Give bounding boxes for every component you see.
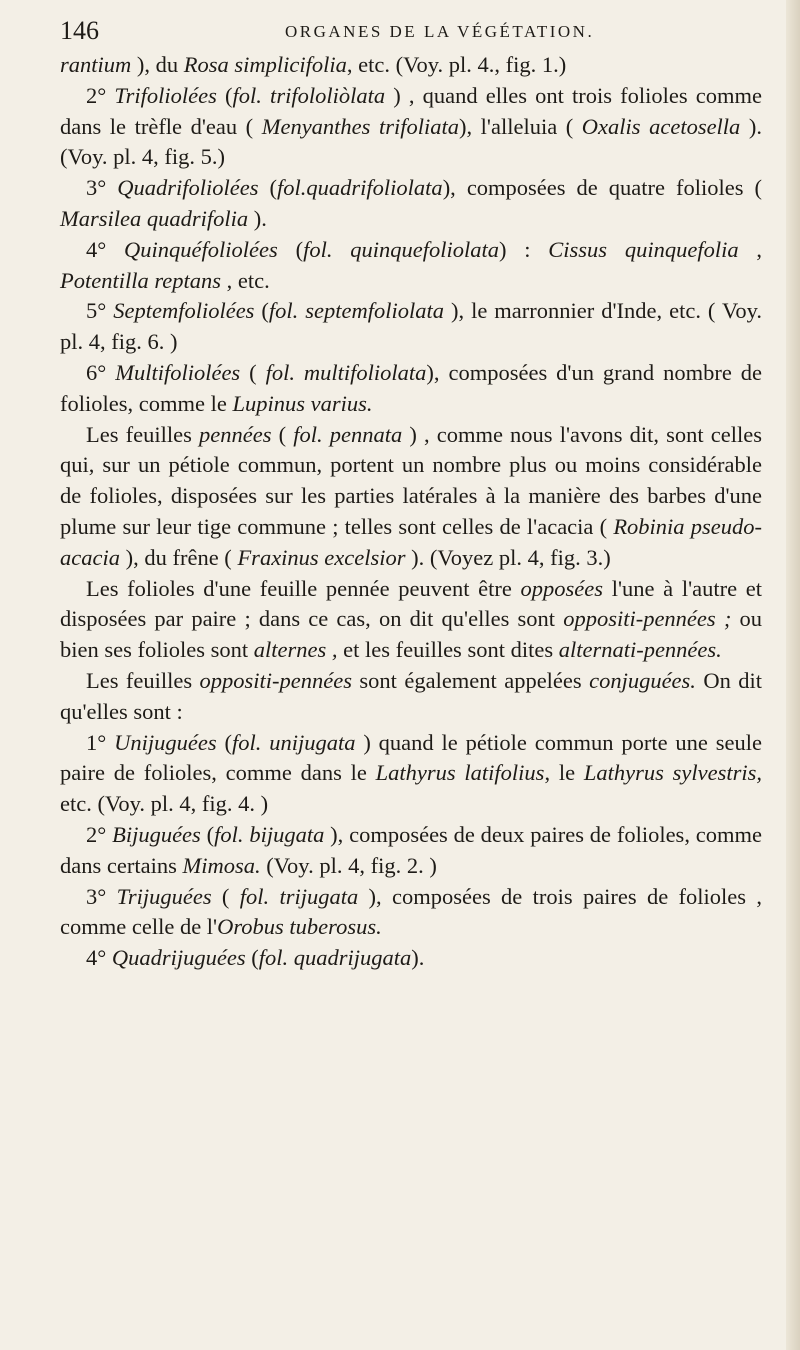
italic-term: Potentilla reptans bbox=[60, 267, 222, 293]
text-run: ), du frêne ( bbox=[119, 544, 238, 570]
italic-term: Quadrifoliolées bbox=[117, 175, 259, 201]
italic-term: fol. trifololiòlata bbox=[232, 82, 386, 108]
text-run: Les folioles d'une feuille pennée peuvent être bbox=[86, 575, 521, 601]
text-run: , etc. bbox=[221, 267, 270, 293]
paragraph-p1 bbox=[60, 81, 762, 173]
text-run: sont également appelées bbox=[352, 667, 590, 693]
text-run: 6° bbox=[86, 359, 116, 385]
text-run: , etc. (Voy. pl. 4., fig. 1.) bbox=[346, 52, 567, 77]
italic-term: Trijuguées bbox=[116, 883, 212, 909]
italic-term: rantium bbox=[60, 52, 132, 77]
italic-term: Rosa simplicifolia bbox=[183, 52, 347, 77]
text-run: ), du bbox=[131, 52, 184, 77]
italic-term: Menyanthes trifoliata bbox=[261, 113, 459, 139]
text-run: ) , quand elles ont trois folioles comme dans le trèfle d'eau ( bbox=[60, 82, 762, 139]
italic-term: fol. unijugata bbox=[231, 729, 356, 755]
italic-term: oppositi-pennées bbox=[199, 667, 353, 693]
text-run: ), composées de quatre folioles ( bbox=[442, 175, 763, 201]
italic-term: Lathyrus sylvestris, bbox=[583, 760, 762, 786]
text-run: 2° bbox=[86, 821, 113, 847]
italic-term: fol. pennata bbox=[293, 421, 403, 447]
page-edge-shadow bbox=[786, 0, 800, 1350]
italic-term: Cissus quinquefolia bbox=[548, 236, 739, 262]
italic-term: Lathyrus latifolius bbox=[375, 760, 545, 786]
paragraph-p8 bbox=[60, 666, 762, 728]
text-run: ), composées de deux paires de folioles, comme dans certains bbox=[60, 821, 762, 878]
paragraph-p2 bbox=[60, 173, 762, 235]
paragraph-p10 bbox=[60, 820, 762, 882]
text-run: 4° bbox=[86, 945, 112, 971]
text-run: ( bbox=[254, 298, 269, 324]
text-run: 3° bbox=[86, 883, 117, 909]
italic-term: Orobus tuberosus. bbox=[217, 914, 382, 940]
italic-term: Lupinus varius. bbox=[232, 390, 373, 416]
text-run: ( bbox=[211, 883, 240, 909]
italic-term: Oxalis acetosella bbox=[581, 113, 741, 139]
italic-term: Marsilea quadrifolia bbox=[60, 205, 249, 231]
italic-term: Fraxinus excelsior bbox=[237, 544, 406, 570]
text-run: ). bbox=[411, 945, 425, 971]
italic-term: Mimosa. bbox=[182, 852, 261, 878]
text-run: ( bbox=[245, 945, 259, 971]
paragraph-p11 bbox=[60, 882, 762, 944]
text-run: 2° bbox=[86, 82, 115, 108]
text-run: l'une à l'autre et disposées par paire ; dans ce cas, on dit qu'elles sont bbox=[60, 575, 762, 632]
text-run: ), le marronnier d'Inde, etc. ( Voy. pl. 4, fig. 6. ) bbox=[60, 298, 762, 355]
italic-term: Septemfoliolées bbox=[113, 298, 255, 324]
text-run: ou bien ses folioles sont bbox=[60, 606, 762, 663]
text-run: ) : bbox=[498, 236, 549, 262]
italic-term: opposées bbox=[520, 575, 604, 601]
paragraph-p6 bbox=[60, 420, 762, 574]
italic-term: alternes , bbox=[253, 637, 338, 663]
italic-term: oppositi-pennées ; bbox=[563, 606, 732, 632]
body-text bbox=[60, 50, 762, 974]
text-run: ). (Voyez pl. 4, fig. 3.) bbox=[405, 544, 611, 570]
text-run: ), composées d'un grand nombre de folioles, comme le bbox=[60, 359, 763, 416]
text-run: ). (Voy. pl. 4, fig. 5.) bbox=[60, 113, 762, 170]
paragraph-p3 bbox=[60, 235, 762, 297]
italic-term: Trifoliolées bbox=[114, 82, 217, 108]
italic-term: conjuguées. bbox=[589, 667, 696, 693]
text-run: , bbox=[738, 236, 763, 262]
italic-term: Robinia pseudo-acacia bbox=[60, 513, 762, 570]
italic-term: fol. quinquefoliolata bbox=[303, 236, 499, 262]
italic-term: pennées bbox=[198, 421, 272, 447]
paragraph-p0 bbox=[60, 50, 762, 81]
text-run: ). bbox=[248, 205, 267, 231]
italic-term: fol.quadrifoliolata bbox=[277, 175, 443, 201]
text-run: ( bbox=[200, 821, 215, 847]
text-run: ( bbox=[258, 175, 278, 201]
text-run: 3° bbox=[86, 175, 118, 201]
italic-term: fol. septemfoliolata bbox=[268, 298, 445, 324]
page-number: 146 bbox=[60, 16, 99, 45]
italic-term: alternati-pennées. bbox=[558, 637, 722, 663]
text-run: ) quand le pétiole commun porte une seule paire de folioles, comme dans le bbox=[60, 729, 762, 786]
text-run: ( bbox=[216, 82, 233, 108]
text-run: ), composées de trois paires de folioles , comme celle de l' bbox=[60, 883, 762, 940]
text-run: (Voy. pl. 4, fig. 2. ) bbox=[260, 852, 437, 878]
italic-term: Unijuguées bbox=[114, 729, 217, 755]
paragraph-p7 bbox=[60, 574, 762, 666]
paragraph-p9 bbox=[60, 728, 762, 820]
paragraph-p5 bbox=[60, 358, 762, 420]
text-run: ( bbox=[277, 236, 304, 262]
italic-term: Quadrijuguées bbox=[111, 945, 246, 971]
text-run: Les feuilles bbox=[86, 667, 200, 693]
italic-term: fol. quadrijugata bbox=[258, 945, 412, 971]
text-run: ), l'alleluia ( bbox=[459, 113, 582, 139]
page-header bbox=[60, 14, 760, 48]
running-head: ORGANES DE LA VÉGÉTATION. bbox=[285, 22, 595, 41]
text-run: et les feuilles sont dites bbox=[337, 637, 559, 663]
text-run: , le bbox=[544, 760, 584, 786]
italic-term: Multifoliolées bbox=[115, 359, 241, 385]
paragraph-p12 bbox=[60, 943, 762, 974]
text-run: etc. (Voy. pl. 4, fig. 4. ) bbox=[60, 791, 269, 817]
paragraph-p4 bbox=[60, 296, 762, 358]
text-run: ( bbox=[271, 421, 294, 447]
text-run: Les feuilles bbox=[86, 421, 199, 447]
italic-term: fol. multifoliolata bbox=[265, 359, 427, 385]
text-run: ( bbox=[216, 729, 232, 755]
text-run: On dit qu'elles sont : bbox=[60, 667, 762, 724]
text-run: 1° bbox=[86, 729, 115, 755]
italic-term: fol. bijugata bbox=[214, 821, 325, 847]
italic-term: fol. trijugata bbox=[239, 883, 359, 909]
text-run: 5° bbox=[86, 298, 114, 324]
text-run: ) , comme nous l'avons dit, sont celles qui, sur un pétiole commun, portent un nombre plus ou moins considérable de folioles, disposées sur les parties latérales à la manière des barbes d'une plume sur leur tige commune ; telles sont celles de l'acacia ( bbox=[60, 421, 762, 539]
italic-term: Quinquéfoliolées bbox=[124, 236, 278, 262]
text-run: ( bbox=[240, 359, 266, 385]
text-run: 4° bbox=[86, 236, 125, 262]
italic-term: Bijuguées bbox=[112, 821, 201, 847]
